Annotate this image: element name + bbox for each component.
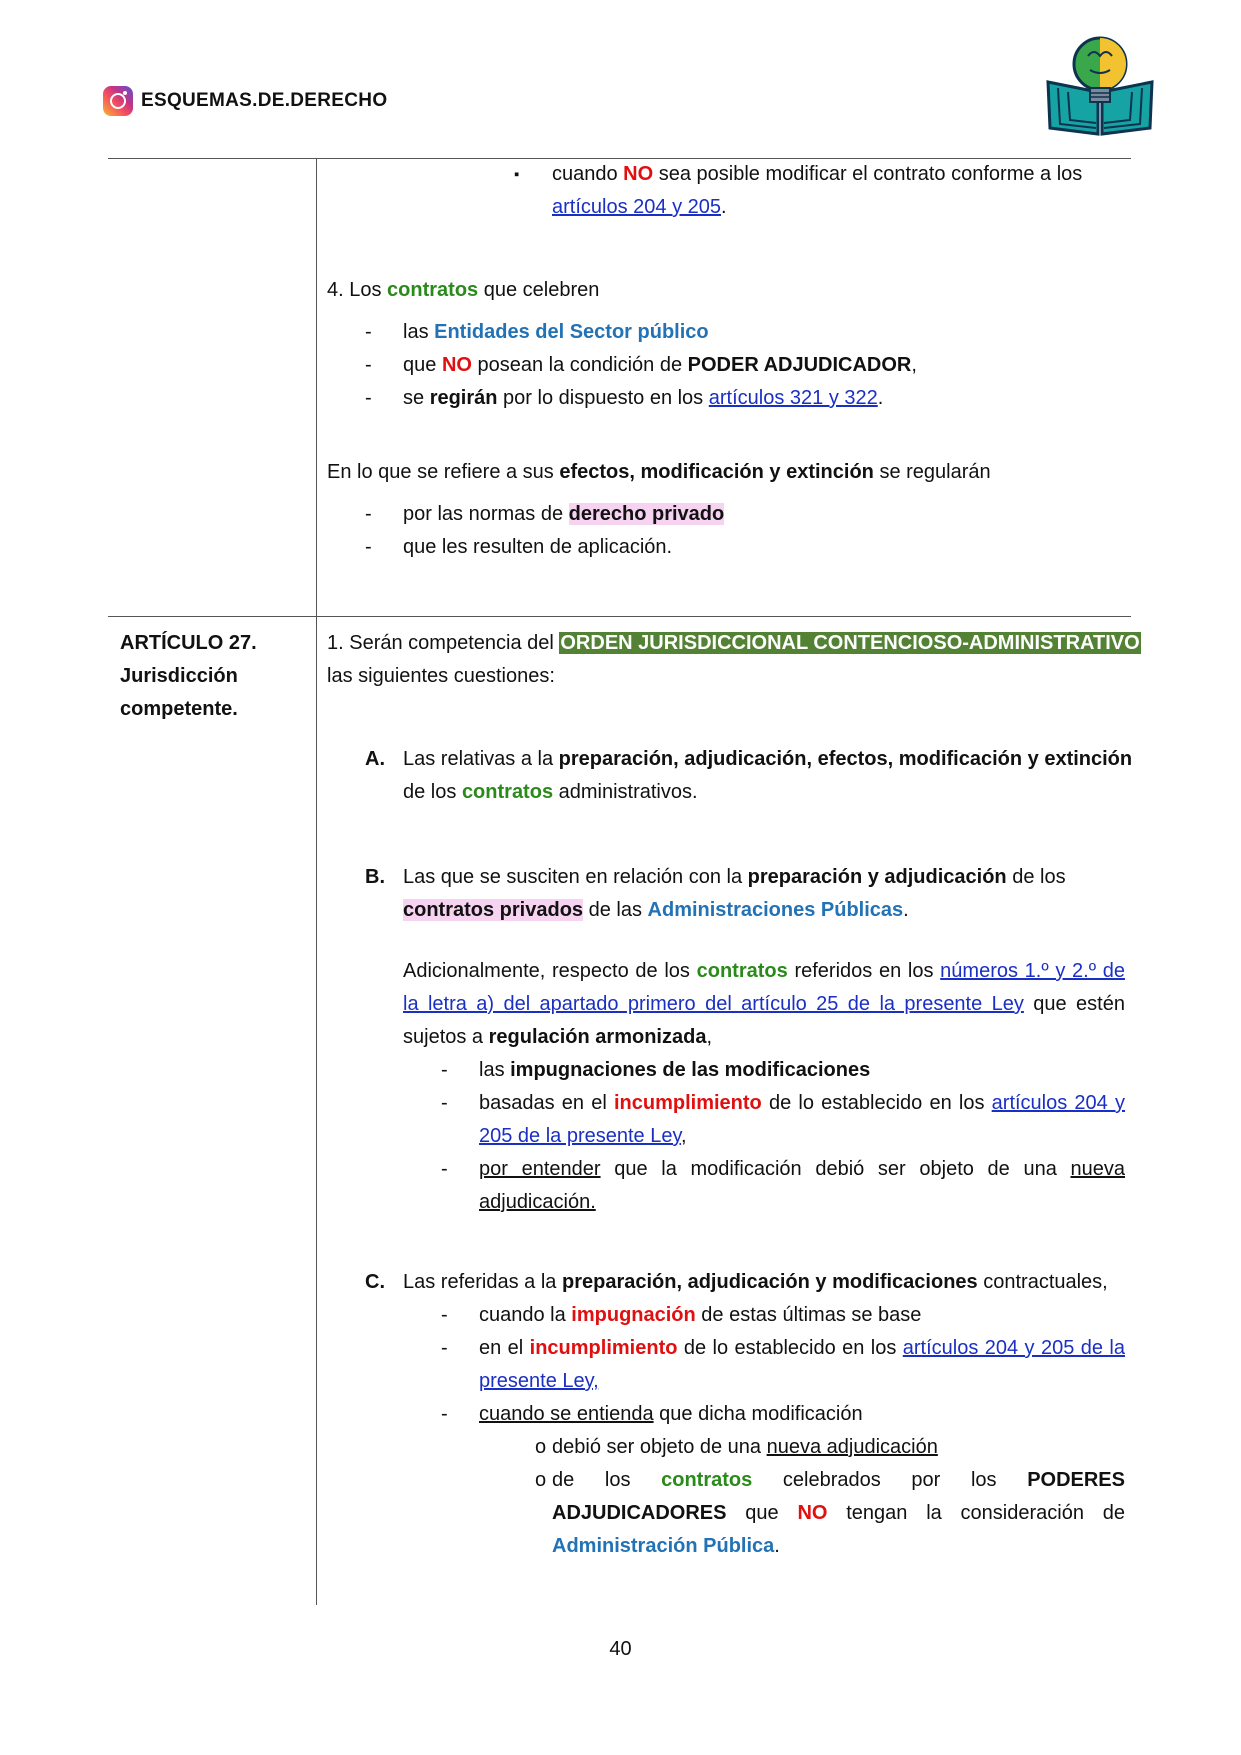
- link-articulo-25[interactable]: números 1.º y 2.º de la letra a) del apartado primero del artículo 25 de la presente Ley: [403, 960, 1125, 1015]
- dash-marker: -: [365, 321, 372, 343]
- brand-name: ESQUEMAS.DE.DERECHO: [141, 90, 388, 111]
- link-articulos-204-205-ley[interactable]: artículos 204 y 205 de la presente Ley: [479, 1092, 1125, 1147]
- item-a-line-2: de los contratos administrativos.: [403, 781, 698, 803]
- dash-marker: -: [365, 387, 372, 409]
- circle-bullet: o: [535, 1469, 547, 1491]
- dash-marker: -: [441, 1337, 448, 1359]
- paragraph-4-intro: 4. Los contratos que celebren: [327, 279, 600, 301]
- dash-marker: -: [365, 503, 372, 525]
- dash-marker: -: [441, 1158, 448, 1180]
- list-item: que les resulten de aplicación.: [403, 536, 673, 558]
- list-marker-a: A.: [365, 748, 385, 770]
- list-item: basadas en el incumplimiento de lo establecido en los artículos 204 y 205 de la presente Ley,: [479, 1092, 1125, 1147]
- lightbulb-book-logo: [1040, 30, 1160, 138]
- dash-marker: -: [441, 1092, 448, 1114]
- brand: [103, 86, 387, 116]
- list-item: que NO posean la condición de PODER ADJUDICADOR,: [403, 354, 917, 376]
- dash-marker: -: [365, 536, 372, 558]
- table-column-divider: [316, 158, 317, 1605]
- dash-marker: -: [441, 1403, 448, 1425]
- square-bullet: ▪: [514, 166, 520, 183]
- efectos-paragraph: En lo que se refiere a sus efectos, modificación y extinción se regularán: [327, 461, 991, 483]
- item-c-line-1: Las referidas a la preparación, adjudicación y modificaciones contractuales,: [403, 1271, 1108, 1293]
- list-item: cuando la impugnación de estas últimas se base: [479, 1304, 922, 1326]
- circle-bullet: o: [535, 1436, 547, 1458]
- sub-list-item: debió ser objeto de una nueva adjudicación: [552, 1436, 938, 1458]
- item-b-adicionalmente: Adicionalmente, respecto de los contratos referidos en los números 1.º y 2.º de la letra a) del apartado primero del artículo 25 de la presente Ley que estén sujetos a regulación armonizada,: [403, 960, 1125, 1048]
- list-item: las impugnaciones de las modificaciones: [479, 1059, 871, 1081]
- instagram-icon: [103, 86, 133, 116]
- item-b-line-2: contratos privados de las Administraciones Públicas.: [403, 899, 909, 921]
- list-item: las Entidades del Sector público: [403, 321, 709, 343]
- dash-marker: -: [441, 1304, 448, 1326]
- list-item: en el incumplimiento de lo establecido en los artículos 204 y 205 de la presente Ley,: [479, 1337, 1125, 1392]
- list-item: se regirán por lo dispuesto en los artículos 321 y 322.: [403, 387, 884, 409]
- dash-marker: -: [365, 354, 372, 376]
- bullet-text-line-2: artículos 204 y 205.: [552, 196, 727, 218]
- link-articulos-204-205[interactable]: artículos 204 y 205: [552, 196, 721, 218]
- list-item: por entender que la modificación debió ser objeto de una nueva adjudicación.: [479, 1158, 1126, 1213]
- link-articulos-321-322[interactable]: artículos 321 y 322: [708, 387, 878, 409]
- dash-marker: -: [441, 1059, 448, 1081]
- list-marker-c: C.: [365, 1271, 385, 1293]
- list-item: cuando se entienda que dicha modificación: [479, 1403, 863, 1425]
- list-item: por las normas de derecho privado: [403, 503, 725, 525]
- table-row-divider: [108, 616, 1131, 617]
- list-marker-b: B.: [365, 866, 385, 888]
- link-articulos-204-205-ley-c[interactable]: artículos 204 y 205 de la presente Ley,: [479, 1337, 1125, 1392]
- item-a-line-1: Las relativas a la preparación, adjudicación, efectos, modificación y extinción: [403, 748, 1133, 770]
- item-b-line-1: Las que se susciten en relación con la preparación y adjudicación de los: [403, 866, 1066, 888]
- bullet-text-line-1: cuando NO sea posible modificar el contrato conforme a los: [552, 163, 1083, 185]
- article-27-paragraph-1: 1. Serán competencia del ORDEN JURISDICCIONAL CONTENCIOSO-ADMINISTRATIVO las siguientes cuestiones:: [327, 632, 1140, 687]
- sub-list-item: de los contratos celebrados por los PODERES ADJUDICADORES que NO tengan la consideración de Administración Pública.: [552, 1469, 1126, 1557]
- article-title: ARTÍCULO 27. Jurisdicción competente.: [120, 632, 257, 720]
- page-number: 40: [609, 1638, 632, 1660]
